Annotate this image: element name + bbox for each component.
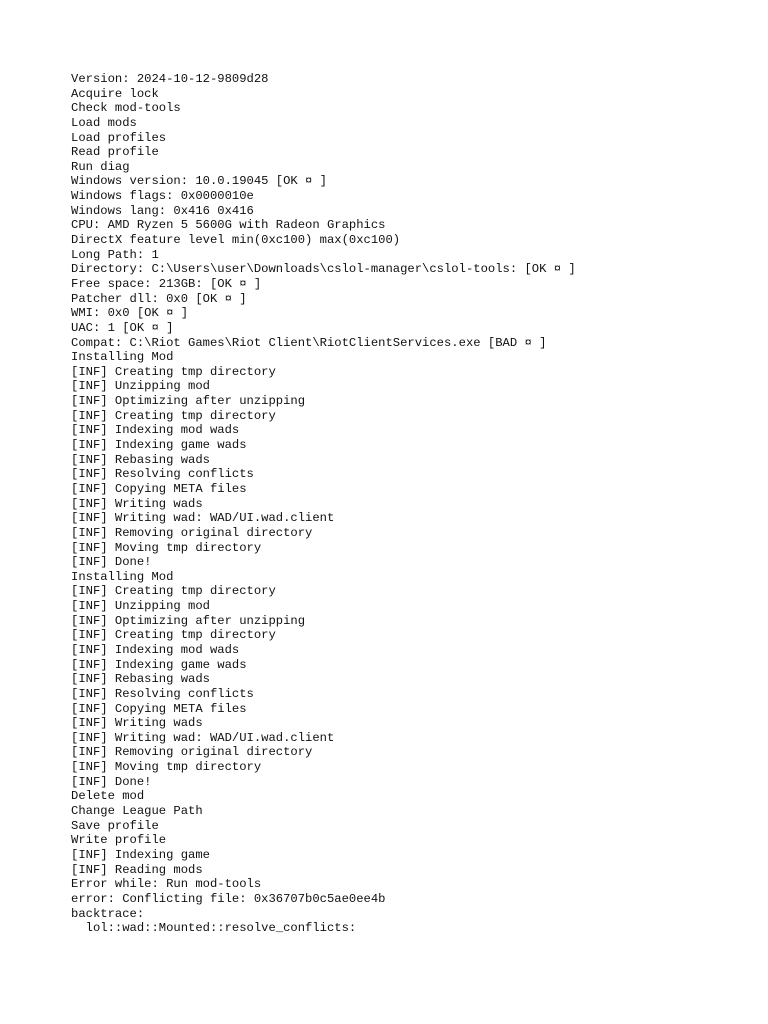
log-line: [INF] Moving tmp directory [71, 540, 262, 555]
log-line: [INF] Writing wads [71, 496, 203, 511]
log-line-windows-lang: Windows lang: 0x416 0x416 [71, 203, 254, 218]
log-line-delete-mod: Delete mod [71, 789, 145, 804]
log-line-installing-mod: Installing Mod [71, 350, 174, 365]
log-line: [INF] Creating tmp directory [71, 584, 276, 599]
log-line-save-profile: Save profile [71, 818, 159, 833]
log-line-error-while: Error while: Run mod-tools [71, 877, 262, 892]
log-line: [INF] Resolving conflicts [71, 686, 254, 701]
log-line: [INF] Copying META files [71, 481, 247, 496]
log-line-directx: DirectX feature level min(0xc100) max(0xc100) [71, 233, 401, 248]
log-line-backtrace-frame: lol::wad::Mounted::resolve_conflicts: [71, 921, 357, 936]
log-line: [INF] Unzipping mod [71, 379, 210, 394]
log-line-error-message: error: Conflicting file: 0x36707b0c5ae0ee4b [71, 891, 386, 906]
log-line-long-path: Long Path: 1 [71, 247, 159, 262]
log-line-load-profiles: Load profiles [71, 130, 167, 145]
log-line-patcher-dll: Patcher dll: 0x0 [OK ¤ ] [71, 291, 247, 306]
log-line: [INF] Writing wad: WAD/UI.wad.client [71, 730, 335, 745]
log-line: [INF] Creating tmp directory [71, 408, 276, 423]
log-line: [INF] Writing wad: WAD/UI.wad.client [71, 511, 335, 526]
log-line-backtrace-header: backtrace: [71, 906, 145, 921]
log-line: [INF] Moving tmp directory [71, 760, 262, 775]
log-line-compat: Compat: C:\Riot Games\Riot Client\RiotClientServices.exe [BAD ¤ ] [71, 335, 547, 350]
log-line: [INF] Writing wads [71, 716, 203, 731]
log-line: [INF] Reading mods [71, 862, 203, 877]
log-line: [INF] Resolving conflicts [71, 467, 254, 482]
log-output [71, 72, 761, 936]
log-line-installing-mod: Installing Mod [71, 569, 174, 584]
log-line: [INF] Rebasing wads [71, 672, 210, 687]
log-line: [INF] Indexing game wads [71, 657, 247, 672]
log-line: [INF] Removing original directory [71, 525, 313, 540]
log-line: [INF] Rebasing wads [71, 452, 210, 467]
log-line-directory: Directory: C:\Users\user\Downloads\cslol-manager\cslol-tools: [OK ¤ ] [71, 262, 576, 277]
log-line: [INF] Indexing mod wads [71, 642, 240, 657]
log-line: [INF] Creating tmp directory [71, 628, 276, 643]
log-line-version: Version: 2024-10-12-9809d28 [71, 72, 269, 86]
log-line-load-mods: Load mods [71, 115, 137, 130]
log-line-wmi: WMI: 0x0 [OK ¤ ] [71, 306, 189, 321]
log-line-windows-version: Windows version: 10.0.19045 [OK ¤ ] [71, 174, 327, 189]
log-line-run-diag: Run diag [71, 159, 130, 174]
log-line: [INF] Copying META files [71, 701, 247, 716]
log-line-change-league-path: Change League Path [71, 804, 203, 819]
log-line-read-profile: Read profile [71, 145, 159, 160]
log-line: [INF] Optimizing after unzipping [71, 613, 306, 628]
log-line: [INF] Optimizing after unzipping [71, 394, 306, 409]
log-line: [INF] Indexing game [71, 847, 210, 862]
log-line: [INF] Removing original directory [71, 745, 313, 760]
log-line: [INF] Indexing game wads [71, 438, 247, 453]
log-line: [INF] Done! [71, 555, 152, 570]
log-line-acquire-lock: Acquire lock [71, 86, 159, 101]
log-line-write-profile: Write profile [71, 833, 167, 848]
log-line: [INF] Creating tmp directory [71, 364, 276, 379]
log-line: [INF] Done! [71, 774, 152, 789]
log-line-uac: UAC: 1 [OK ¤ ] [71, 320, 174, 335]
log-line-free-space: Free space: 213GB: [OK ¤ ] [71, 276, 262, 291]
log-line: [INF] Unzipping mod [71, 599, 210, 614]
log-line-windows-flags: Windows flags: 0x0000010e [71, 189, 254, 204]
log-line-check-mod-tools: Check mod-tools [71, 101, 181, 116]
log-line-cpu: CPU: AMD Ryzen 5 5600G with Radeon Graphics [71, 218, 386, 233]
log-line: [INF] Indexing mod wads [71, 423, 240, 438]
